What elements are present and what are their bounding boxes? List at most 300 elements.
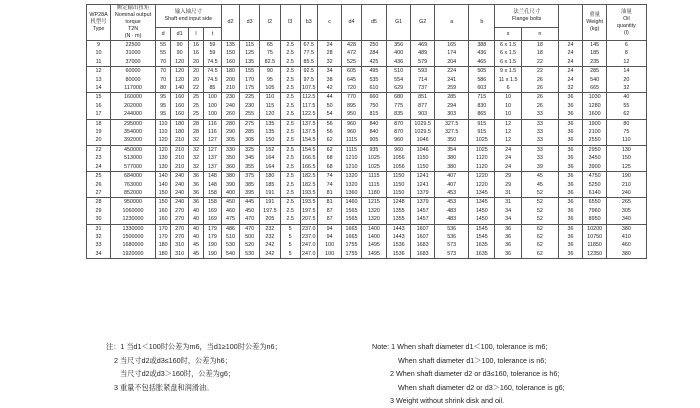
header-weight: 重量 Weight (kg) <box>583 5 607 41</box>
table-cell <box>111 198 156 224</box>
cell-value: 135 <box>245 58 255 65</box>
cell-value: 120 <box>158 137 168 144</box>
cell-value: 603 <box>477 85 487 92</box>
table-cell <box>361 172 386 198</box>
table-cell <box>280 198 300 224</box>
cell-value: 1755 <box>345 250 358 257</box>
table-cell <box>300 224 318 259</box>
cell-value: 137.5 <box>302 129 316 136</box>
cell-value: 1450 <box>475 216 488 223</box>
cell-value: 130 <box>621 146 631 153</box>
cell-value: 92.5 <box>303 68 315 75</box>
cell-value: 25 <box>193 111 199 118</box>
cell-value: 303 <box>447 111 457 118</box>
cell-value: 327.5 <box>444 129 459 136</box>
cell-value: 1457 <box>416 216 429 223</box>
table-cell <box>583 172 607 198</box>
table-cell <box>387 224 411 259</box>
cell-value: 1680000 <box>122 242 144 249</box>
table-cell <box>188 198 203 224</box>
cell-value: 34 <box>505 216 512 223</box>
table-cell <box>318 198 342 224</box>
cell-value: 2.5 <box>286 68 294 75</box>
cell-value: 1665 <box>345 233 358 240</box>
cell-value: 305 <box>621 207 631 214</box>
cell-value: 225 <box>245 94 255 101</box>
header-g1: G1 <box>387 5 411 41</box>
cell-value: 489 <box>418 50 428 57</box>
cell-value: 23 <box>95 155 102 162</box>
cell-value: 140 <box>158 173 168 180</box>
table-cell <box>411 145 435 171</box>
cell-value: 87 <box>326 216 333 223</box>
cell-value: 80 <box>160 85 167 92</box>
table-cell <box>387 198 411 224</box>
cell-value: 665 <box>590 85 600 92</box>
cell-value: 240 <box>175 189 185 196</box>
cell-value: 22 <box>193 85 199 92</box>
cell-value: 605 <box>346 68 356 75</box>
cell-value: 36 <box>567 120 574 127</box>
cell-value: 5 <box>288 242 292 249</box>
cell-value: 36 <box>567 146 574 153</box>
cell-value: 1460 <box>345 199 358 206</box>
cell-value: 18 <box>536 42 543 48</box>
cell-value: 1500000 <box>122 233 144 240</box>
note-cn-line: 3 重量不包括胀紧盘和润滑油。 <box>114 382 214 392</box>
table-cell <box>361 145 386 171</box>
cell-value: 52 <box>536 216 543 223</box>
table-cell <box>260 198 281 224</box>
table-cell <box>558 93 582 119</box>
cell-value: 6140 <box>588 189 601 196</box>
table-cell <box>387 93 411 119</box>
cell-value: 24 <box>567 58 574 65</box>
cell-value: 97.5 <box>303 76 315 83</box>
cell-value: 1025 <box>367 163 380 170</box>
cell-value: 29 <box>505 181 512 188</box>
spec-table <box>86 4 684 259</box>
cell-value: 436 <box>477 50 487 57</box>
table-cell <box>171 119 189 145</box>
cell-value: 2.5 <box>286 58 294 65</box>
cell-value: 2.5 <box>286 137 294 144</box>
table-cell <box>607 41 646 67</box>
cell-value: 2.5 <box>286 173 294 180</box>
cell-value: 17 <box>95 111 102 118</box>
table-cell <box>607 198 646 224</box>
table-cell <box>521 119 558 145</box>
cell-value: 905 <box>369 137 379 144</box>
cell-value: 170 <box>158 233 168 240</box>
cell-value: 85 <box>209 85 216 92</box>
cell-value: 19 <box>95 129 102 136</box>
cell-value: 68 <box>326 155 333 162</box>
table-cell <box>495 119 521 145</box>
cell-value: 230 <box>245 102 255 109</box>
cell-value: 470 <box>245 216 255 223</box>
cell-value: 16 <box>95 102 102 109</box>
cell-value: 127 <box>207 137 217 144</box>
cell-value: 95 <box>160 111 167 118</box>
cell-value: 117.5 <box>302 102 316 109</box>
cell-value: 22500 <box>125 42 141 48</box>
cell-value: 24 <box>567 68 574 75</box>
table-cell <box>387 119 411 145</box>
cell-value: 62 <box>536 242 543 249</box>
table-cell <box>204 198 222 224</box>
cell-value: 32 <box>95 233 102 240</box>
header-s: s <box>495 28 521 41</box>
table-cell <box>387 41 411 67</box>
cell-value: 830 <box>477 102 487 109</box>
cell-value: 28 <box>193 129 199 136</box>
note-cn-line: 2 当尺寸d2或d3≤160时，公差为h6； <box>114 355 232 365</box>
table-cell <box>318 224 342 259</box>
cell-value: 2.5 <box>286 146 294 153</box>
cell-value: 74.5 <box>207 68 218 75</box>
table-cell <box>240 67 260 93</box>
table-cell <box>495 93 521 119</box>
table-cell <box>342 93 362 119</box>
table-cell <box>111 145 156 171</box>
cell-value: 165 <box>447 42 457 48</box>
cell-value: 1230000 <box>122 216 144 223</box>
cell-value: 6 x 1.5 <box>500 58 517 65</box>
table-cell <box>188 93 203 119</box>
cell-value: 770 <box>346 94 356 101</box>
cell-value: 240 <box>175 181 185 188</box>
cell-value: 31 <box>95 225 102 232</box>
cell-value: 1536 <box>392 242 405 249</box>
cell-value: 36 <box>567 233 574 240</box>
cell-value: 356 <box>394 42 404 48</box>
cell-value: 120 <box>175 58 185 65</box>
cell-value: 40 <box>623 94 630 101</box>
cell-value: 32 <box>193 146 199 153</box>
table-cell <box>300 41 318 67</box>
cell-value: 210 <box>175 137 185 144</box>
cell-value: 355 <box>245 163 255 170</box>
cell-value: 852000 <box>124 189 143 196</box>
cell-value: 85.5 <box>303 58 315 65</box>
cell-value: 110 <box>622 137 631 144</box>
cell-value: 763000 <box>124 181 143 188</box>
table-row-group <box>87 224 684 259</box>
cell-value: 9 x 1.5 <box>500 68 517 75</box>
cell-value: 3900 <box>588 163 601 170</box>
cell-value: 525 <box>346 58 356 65</box>
cell-value: 36 <box>567 111 574 118</box>
cell-value: 31 <box>505 199 512 206</box>
cell-value: 295000 <box>124 120 143 127</box>
cell-value: 1029.5 <box>414 120 431 127</box>
cell-value: 81 <box>326 199 333 206</box>
cell-value: 450 <box>226 199 236 206</box>
cell-value: 960 <box>346 120 356 127</box>
cell-value: 45 <box>193 242 199 249</box>
table-cell <box>435 198 469 224</box>
cell-value: 130 <box>158 163 168 170</box>
table-cell <box>156 41 171 67</box>
cell-value: 37000 <box>125 58 141 65</box>
table-cell <box>435 41 469 67</box>
cell-value: 610 <box>369 85 379 92</box>
cell-value: 2.5 <box>286 111 294 118</box>
cell-value: 1320 <box>345 173 358 180</box>
cell-value: 224 <box>447 68 457 75</box>
header-g2: G2 <box>411 5 435 41</box>
cell-value: 400 <box>226 189 236 196</box>
cell-value: 1320 <box>367 207 380 214</box>
table-cell <box>188 41 203 67</box>
header-d4: d4 <box>342 5 362 41</box>
cell-value: 395 <box>245 189 255 196</box>
cell-value: 87 <box>326 207 333 214</box>
cell-value: 36 <box>505 242 512 249</box>
cell-value: 75 <box>623 129 630 136</box>
cell-value: 330 <box>226 146 236 153</box>
table-cell <box>558 198 582 224</box>
cell-value: 32 <box>193 155 199 162</box>
cell-value: 55 <box>623 102 630 109</box>
table-cell <box>171 145 189 171</box>
cell-value: 10 <box>505 94 512 101</box>
cell-value: 1060000 <box>122 207 144 214</box>
cell-value: 2.5 <box>286 42 294 48</box>
cell-value: 1545 <box>475 225 488 232</box>
table-cell <box>558 172 582 198</box>
table-cell <box>583 224 607 259</box>
cell-value: 175 <box>245 85 255 92</box>
cell-value: 74 <box>326 173 333 180</box>
cell-value: 310 <box>175 242 185 249</box>
cell-value: 100 <box>207 111 217 118</box>
cell-value: 530 <box>226 242 236 249</box>
table-cell <box>171 41 189 67</box>
cell-value: 1400 <box>367 225 380 232</box>
cell-value: 1665 <box>345 225 358 232</box>
cell-value: 158 <box>207 189 217 196</box>
cell-value: 1046 <box>416 146 429 153</box>
cell-value: 36 <box>505 225 512 232</box>
cell-value: 110 <box>158 120 168 127</box>
cell-value: 122.5 <box>302 111 316 118</box>
cell-value: 204 <box>447 58 457 65</box>
cell-value: 237.0 <box>302 233 316 240</box>
table-cell <box>411 172 435 198</box>
table-cell <box>240 224 260 259</box>
cell-value: 6 x 1.5 <box>500 50 517 57</box>
cell-value: 13 <box>95 76 102 83</box>
cell-value: 230 <box>226 94 236 101</box>
cell-value: 185 <box>265 181 275 188</box>
cell-value: 140 <box>158 181 168 188</box>
cell-value: 33 <box>536 137 543 144</box>
cell-value: 24 <box>567 42 574 48</box>
cell-value: 240 <box>226 102 236 109</box>
cell-value: 586 <box>477 76 487 83</box>
cell-value: 62 <box>536 233 543 240</box>
table-cell <box>521 224 558 259</box>
note-cn-line: 当尺寸d2或d3＞160时，公差为g6； <box>120 369 236 379</box>
table-cell <box>583 41 607 67</box>
cell-value: 55 <box>160 50 167 57</box>
cell-value: 520 <box>245 242 255 249</box>
cell-value: 242 <box>265 242 275 249</box>
table-cell <box>558 41 582 67</box>
cell-value: 1220 <box>475 173 488 180</box>
table-cell <box>260 67 281 93</box>
header-flange-bolts: 法兰孔尺寸 Flange bolts <box>495 5 559 28</box>
cell-value: 1755 <box>345 242 358 249</box>
cell-value: 26 <box>536 94 543 101</box>
table-cell <box>411 224 435 259</box>
cell-value: 1495 <box>367 250 380 257</box>
table-cell <box>495 41 521 67</box>
cell-value: 120 <box>175 76 185 83</box>
table-cell <box>156 93 171 119</box>
table-cell <box>240 41 260 67</box>
cell-value: 593 <box>418 68 428 75</box>
cell-value: 148 <box>207 173 217 180</box>
cell-value: 26 <box>95 181 102 188</box>
cell-value: 70 <box>160 68 167 75</box>
cell-value: 244000 <box>124 111 143 118</box>
cell-value: 12 <box>95 68 102 75</box>
cell-value: 247.0 <box>302 242 316 249</box>
cell-value: 107.5 <box>302 85 316 92</box>
cell-value: 160000 <box>124 94 143 101</box>
cell-value: 2.5 <box>286 76 294 83</box>
cell-value: 1180 <box>368 189 380 196</box>
cell-value: 31000 <box>125 50 141 57</box>
cell-value: 81 <box>326 189 333 196</box>
cell-value: 154.5 <box>302 146 316 153</box>
cell-value: 197.5 <box>263 207 277 214</box>
cell-value: 150 <box>158 189 168 196</box>
cell-value: 7960 <box>588 207 601 214</box>
header-output-torque: 额定输出扭矩 Nominal output torque T2N (N · m) <box>111 5 156 41</box>
cell-value: 20 <box>193 58 199 65</box>
cell-value: 135 <box>265 129 275 136</box>
cell-value: 90 <box>176 50 183 57</box>
cell-value: 12 <box>505 137 512 144</box>
cell-value: 185 <box>590 50 600 57</box>
table-cell <box>87 67 111 93</box>
cell-value: 77.5 <box>303 50 315 57</box>
table-row-group <box>87 93 684 119</box>
cell-value: 960 <box>394 146 404 153</box>
table-cell <box>521 67 558 93</box>
cell-value: 510 <box>226 233 236 240</box>
cell-value: 870 <box>394 129 404 136</box>
table-cell <box>469 145 495 171</box>
cell-value: 179 <box>207 233 217 240</box>
cell-value: 2.5 <box>286 102 294 109</box>
table-cell <box>111 67 156 93</box>
cell-value: 536 <box>447 233 457 240</box>
cell-value: 16 <box>193 50 199 57</box>
cell-value: 354000 <box>124 129 143 136</box>
table-cell <box>156 198 171 224</box>
table-cell <box>188 119 203 145</box>
cell-value: 45 <box>193 250 199 257</box>
table-cell <box>204 67 222 93</box>
cell-value: 29 <box>95 207 102 214</box>
cell-value: 202000 <box>124 102 143 109</box>
cell-value: 1635 <box>475 250 488 257</box>
cell-value: 33 <box>536 111 543 118</box>
cell-value: 285 <box>245 129 255 136</box>
table-cell <box>411 119 435 145</box>
cell-value: 715 <box>477 94 487 101</box>
cell-value: 960 <box>394 137 404 144</box>
note-en-line: 3 Weight without shrink disk and oil. <box>390 396 505 406</box>
cell-value: 1635 <box>475 242 488 249</box>
cell-value: 12 <box>505 120 512 127</box>
cell-value: 1683 <box>416 242 429 249</box>
header-c: c <box>318 5 342 41</box>
table-cell <box>342 145 362 171</box>
cell-value: 1150 <box>392 189 405 196</box>
table-cell <box>188 67 203 93</box>
table-cell <box>240 119 260 145</box>
table-cell <box>607 67 646 93</box>
table-row-group <box>87 67 684 93</box>
table-cell <box>583 119 607 145</box>
table-row-group <box>87 41 684 67</box>
table-cell <box>171 224 189 259</box>
cell-value: 5 <box>288 225 292 232</box>
cell-value: 325 <box>245 146 255 153</box>
table-cell <box>558 145 582 171</box>
cell-value: 235 <box>590 58 600 65</box>
cell-value: 100 <box>207 102 217 109</box>
cell-value: 24 <box>567 76 574 83</box>
cell-value: 24 <box>326 42 333 48</box>
table-cell <box>87 93 111 119</box>
table-cell <box>171 198 189 224</box>
cell-value: 112.5 <box>302 94 316 101</box>
cell-value: 950 <box>346 111 356 118</box>
cell-value: 125 <box>621 163 631 170</box>
table-cell <box>221 172 240 198</box>
cell-value: 2550 <box>588 137 601 144</box>
cell-value: 32 <box>193 163 199 170</box>
cell-value: 1056 <box>392 163 405 170</box>
cell-value: 840 <box>369 129 379 136</box>
cell-value: 160 <box>226 58 236 65</box>
cell-value: 380 <box>621 250 631 257</box>
cell-value: 160 <box>158 207 168 214</box>
cell-value: 1280 <box>588 102 601 109</box>
table-cell <box>411 198 435 224</box>
cell-value: 1120 <box>476 155 488 162</box>
table-cell <box>111 224 156 259</box>
cell-value: 210 <box>175 163 185 170</box>
header-a: a <box>435 5 469 41</box>
cell-value: 125 <box>245 50 255 57</box>
table-cell <box>87 41 111 67</box>
table-cell <box>361 41 386 67</box>
table-cell <box>280 93 300 119</box>
cell-value: 40 <box>193 207 199 214</box>
cell-value: 250 <box>369 42 379 48</box>
cell-value: 486 <box>226 225 236 232</box>
cell-value: 469 <box>418 42 428 48</box>
table-cell <box>318 67 342 93</box>
